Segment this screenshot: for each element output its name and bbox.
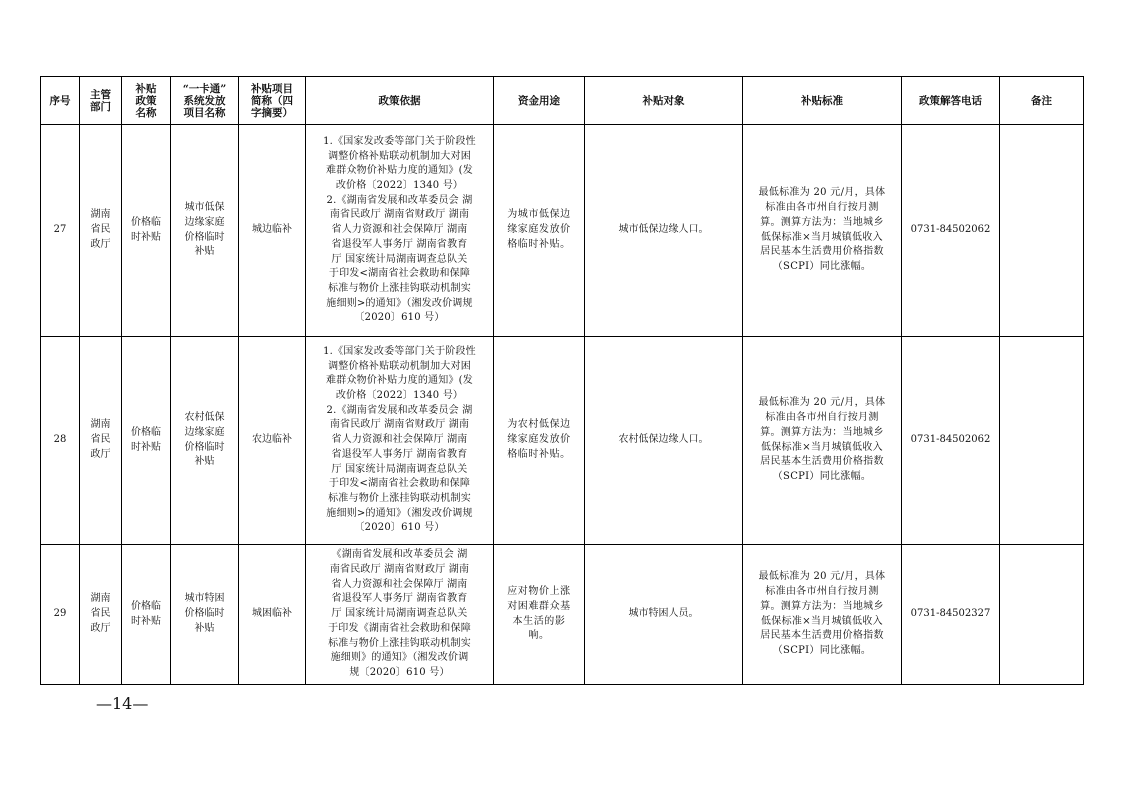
header-note	[1000, 77, 1084, 125]
text-line: 政策	[135, 94, 157, 107]
text-line: 时补贴	[131, 615, 161, 627]
text-line: 字摘要）	[251, 106, 293, 119]
text-line: 价格临	[131, 600, 161, 612]
text-line: 城市低保	[184, 202, 225, 214]
text-line: 系统发放	[183, 94, 226, 107]
cell-note	[1000, 337, 1084, 545]
cell-usage	[494, 125, 585, 337]
text-line: 厅 国家统计局湖南调查总队关	[331, 608, 468, 620]
text-line: 省退役军人事务厅 湖南省教育	[331, 238, 468, 250]
cell-note	[1000, 125, 1084, 337]
text-line: 最低标准为 20 元/月，具体	[758, 187, 886, 199]
header-abbr	[239, 77, 306, 125]
text-line: 省退役军人事务厅 湖南省教育	[331, 448, 468, 460]
text-line: 标准由各市州自行按月测	[765, 586, 879, 598]
text-line: 改价格〔2022〕1340 号）	[335, 390, 464, 402]
text-line: 南省民政厅 湖南省财政厅 湖南	[329, 564, 470, 576]
text-line: 备注	[1031, 94, 1052, 107]
text-line: 厅 国家统计局湖南调查总队关	[331, 463, 468, 475]
text-line: 〔2020〕610 号）	[354, 312, 445, 324]
cell-abbr: 城困临补	[239, 545, 306, 685]
text-line: 主管	[90, 88, 111, 101]
cell-policy-name	[122, 545, 171, 685]
cell-dept	[80, 125, 122, 337]
text-line: 政策依据	[378, 94, 421, 107]
text-line: 政厅	[90, 622, 111, 634]
cell-basis	[306, 125, 494, 337]
table-header-row	[41, 77, 1084, 125]
text-line: （SCPI）同比涨幅。	[772, 260, 872, 272]
text-line: 农村低保	[184, 412, 225, 424]
text-line: 居民基本生活费用价格指数	[760, 456, 884, 468]
text-line: 省人力资源和社会保障厅 湖南	[331, 224, 468, 236]
text-line: 补贴	[194, 456, 215, 468]
text-line: 省民	[90, 608, 111, 620]
text-line: 为农村低保边	[507, 419, 571, 431]
text-line: 于印发<湖南省社会救助和保障	[328, 268, 471, 280]
subsidy-policy-table	[40, 76, 1084, 685]
header-dept	[80, 77, 122, 125]
text-line: 补贴对象	[642, 94, 685, 107]
text-line: 标准由各市州自行按月测	[765, 202, 879, 214]
text-line: 边缘家庭	[184, 216, 225, 228]
text-line: 价格临	[131, 216, 161, 228]
header-basis	[306, 77, 494, 125]
text-line: 为城市低保边	[507, 209, 571, 221]
cell-abbr: 城边临补	[239, 125, 306, 337]
text-line: 缘家庭发放价	[507, 434, 571, 446]
cell-dept	[80, 545, 122, 685]
cell-card-item	[171, 337, 239, 545]
text-line: 算。测算方法为：当地城乡	[760, 600, 884, 612]
text-line: 缘家庭发放价	[507, 224, 571, 236]
text-line: 于印发<湖南省社会救助和保障	[328, 478, 471, 490]
header-usage	[494, 77, 585, 125]
text-line: 南省民政厅 湖南省财政厅 湖南	[329, 419, 470, 431]
text-line: 省人力资源和社会保障厅 湖南	[331, 578, 468, 590]
text-line: 价格临时	[184, 441, 225, 453]
text-line: 项目名称	[183, 106, 226, 119]
cell-abbr: 农边临补	[239, 337, 306, 545]
text-line: 最低标准为 20 元/月，具体	[758, 571, 886, 583]
page-number: —14—	[96, 694, 149, 713]
text-line: 标准由各市州自行按月测	[765, 412, 879, 424]
text-line: 施细则》的通知》（湘发改价调	[330, 652, 469, 664]
text-line: 调整价格补贴联动机制加大对困	[328, 360, 471, 372]
text-line: 部门	[90, 100, 111, 113]
text-line: 对困难群众基	[507, 600, 571, 612]
text-line: 难群众物价补贴力度的通知》(发	[326, 375, 473, 387]
text-line: 低保标准×当月城镇低收入	[761, 231, 883, 243]
header-card-item	[171, 77, 239, 125]
text-line: 价格临	[131, 426, 161, 438]
text-line: 施细则>的通知》（湘发改价调规	[326, 507, 473, 519]
text-line: 居民基本生活费用价格指数	[760, 630, 884, 642]
text-line: 序号	[49, 94, 71, 107]
text-line: 政策解答电话	[919, 94, 982, 107]
cell-card-item	[171, 125, 239, 337]
cell-basis	[306, 545, 494, 685]
text-line: 调整价格补贴联动机制加大对困	[328, 150, 471, 162]
text-line: 补贴项目	[251, 82, 293, 95]
cell-seq: 29	[41, 545, 80, 685]
text-line: 标准与物价上涨挂钩联动机制实	[328, 492, 471, 504]
text-line: 城市特困	[184, 593, 225, 605]
cell-dept	[80, 337, 122, 545]
header-policy-name	[122, 77, 171, 125]
cell-standard	[743, 337, 902, 545]
text-line: 居民基本生活费用价格指数	[760, 246, 884, 258]
text-line: （SCPI）同比涨幅。	[772, 470, 872, 482]
text-line: 价格临时	[184, 231, 225, 243]
text-line: （SCPI）同比涨幅。	[772, 644, 872, 656]
cell-note	[1000, 545, 1084, 685]
cell-seq: 27	[41, 125, 80, 337]
text-line: 应对物价上涨	[507, 586, 571, 598]
text-line: 省人力资源和社会保障厅 湖南	[331, 434, 468, 446]
header-standard	[743, 77, 902, 125]
cell-basis	[306, 337, 494, 545]
text-line: 省民	[90, 434, 111, 446]
text-line: 低保标准×当月城镇低收入	[761, 441, 883, 453]
cell-phone: 0731-84502062	[902, 337, 1000, 545]
text-line: 算。测算方法为：当地城乡	[760, 216, 884, 228]
text-line: 〔2020〕610 号）	[354, 522, 445, 534]
text-line: 补贴	[194, 246, 215, 258]
cell-usage	[494, 337, 585, 545]
table-row	[41, 125, 1084, 337]
text-line: 政厅	[90, 238, 111, 250]
text-line: 《湖南省发展和改革委员会 湖	[331, 549, 468, 561]
text-line: 1.《国家发改委等部门关于阶段性	[323, 135, 476, 147]
cell-target: 城市特困人员。	[585, 545, 743, 685]
text-line: 算。测算方法为：当地城乡	[760, 426, 884, 438]
text-line: 难群众物价补贴力度的通知》(发	[326, 165, 473, 177]
text-line: 格临时补贴。	[507, 448, 571, 460]
text-line: 2.《湖南省发展和改革委员会 湖	[326, 194, 473, 206]
text-line: 名称	[135, 106, 157, 119]
cell-standard	[743, 545, 902, 685]
text-line: 价格临时	[184, 608, 225, 620]
text-line: 省民	[90, 224, 111, 236]
text-line: 标准与物价上涨挂钩联动机制实	[328, 637, 471, 649]
text-line: 补贴	[194, 622, 215, 634]
text-line: 补贴	[135, 82, 157, 95]
text-line: 厅 国家统计局湖南调查总队关	[331, 253, 468, 265]
text-line: 南省民政厅 湖南省财政厅 湖南	[329, 209, 470, 221]
text-line: 1.《国家发改委等部门关于阶段性	[323, 345, 476, 357]
text-line: “一卡通”	[182, 82, 227, 95]
text-line: 本生活的影	[512, 615, 566, 627]
text-line: 补贴标准	[801, 94, 843, 107]
table-row	[41, 545, 1084, 685]
cell-usage	[494, 545, 585, 685]
text-line: 时补贴	[131, 441, 161, 453]
cell-policy-name	[122, 337, 171, 545]
table-row	[41, 337, 1084, 545]
text-line: 最低标准为 20 元/月，具体	[758, 397, 886, 409]
header-seq	[41, 77, 80, 125]
text-line: 格临时补贴。	[507, 238, 571, 250]
cell-seq: 28	[41, 337, 80, 545]
text-line: 省退役军人事务厅 湖南省教育	[331, 593, 468, 605]
text-line: 简称（四	[251, 94, 293, 107]
text-line: 低保标准×当月城镇低收入	[761, 615, 883, 627]
text-line: 响。	[528, 630, 550, 642]
text-line: 边缘家庭	[184, 426, 225, 438]
text-line: 时补贴	[131, 231, 161, 243]
text-line: 湖南	[90, 593, 111, 605]
text-line: 2.《湖南省发展和改革委员会 湖	[326, 404, 473, 416]
text-line: 湖南	[90, 419, 111, 431]
header-phone	[902, 77, 1000, 125]
header-target	[585, 77, 743, 125]
cell-card-item	[171, 545, 239, 685]
text-line: 资金用途	[518, 94, 560, 107]
text-line: 湖南	[90, 209, 111, 221]
cell-phone: 0731-84502062	[902, 125, 1000, 337]
text-line: 改价格〔2022〕1340 号）	[335, 180, 464, 192]
text-line: 于印发《湖南省社会救助和保障	[328, 622, 471, 634]
cell-policy-name	[122, 125, 171, 337]
text-line: 规〔2020〕610 号）	[349, 666, 450, 678]
text-line: 标准与物价上涨挂钩联动机制实	[328, 282, 471, 294]
cell-target: 农村低保边缘人口。	[585, 337, 743, 545]
text-line: 政厅	[90, 448, 111, 460]
text-line: 施细则>的通知》（湘发改价调规	[326, 297, 473, 309]
cell-target: 城市低保边缘人口。	[585, 125, 743, 337]
cell-standard	[743, 125, 902, 337]
cell-phone: 0731-84502327	[902, 545, 1000, 685]
